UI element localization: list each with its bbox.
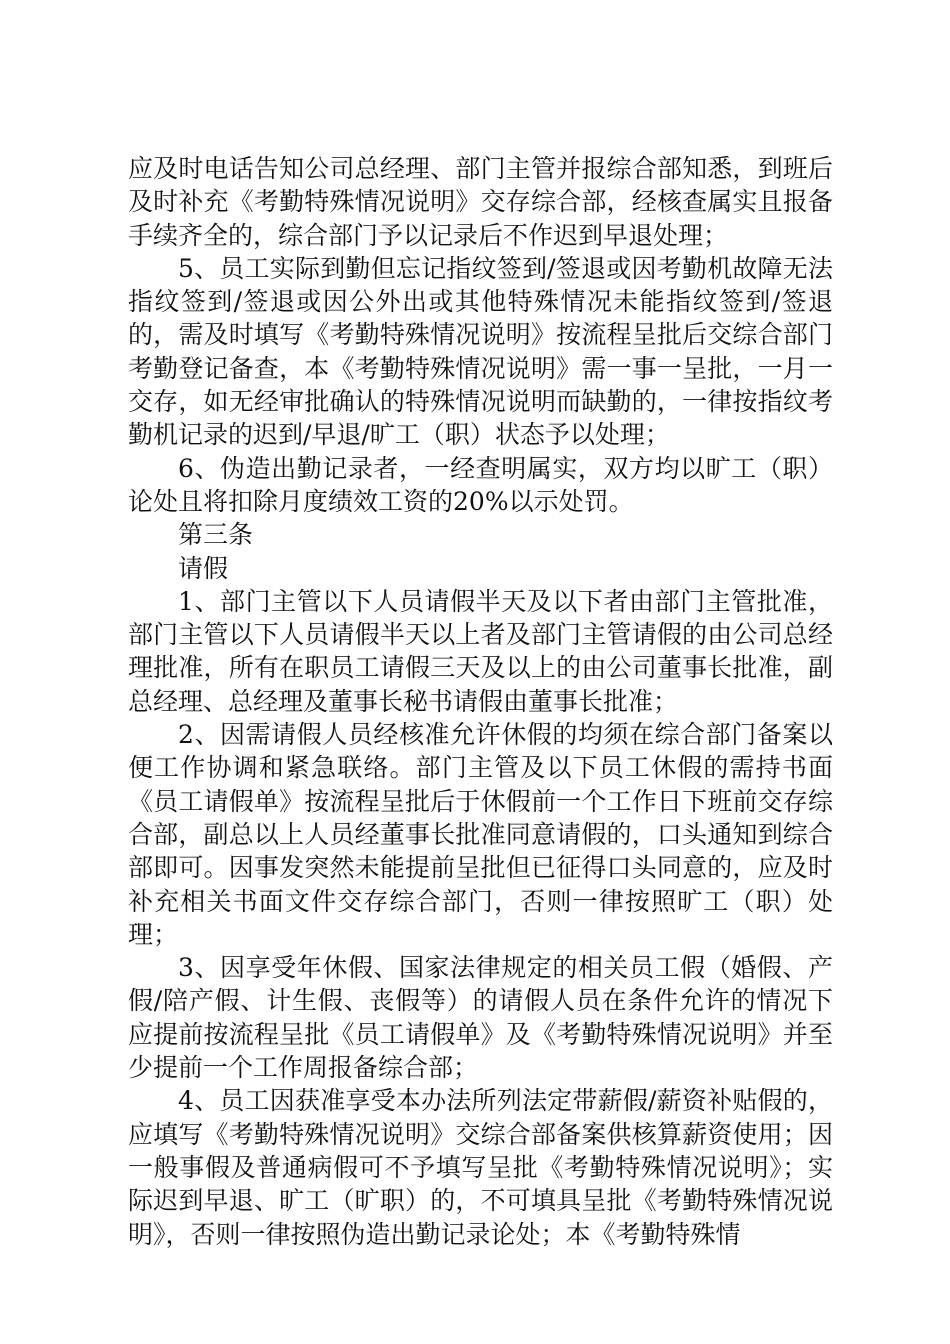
- paragraph-continuation: 应及时电话告知公司总经理、部门主管并报综合部知悉，到班后及时补充《考勤特殊情况说明》交存综合部，经核查属实且报备手续齐全的，综合部门予以记录后不作迟到早退处理；: [128, 154, 833, 250]
- section-title: 请假: [178, 553, 229, 583]
- leave-item-4: 4、员工因获准享受本办法所列法定带薪假/薪资补贴假的，应填写《考勤特殊情况说明》交综合部备案供核算薪资使用；因一般事假及普通病假可不予填写呈批《考勤特殊情况说明》；实际迟到早退、旷工（旷职）的，不可填具呈批《考勤特殊情况说明》，否则一律按照伪造出勤记录论处；本《考勤特殊情: [128, 1086, 833, 1249]
- paragraph-item-5: 5、员工实际到勤但忘记指纹签到/签退或因考勤机故障无法指纹签到/签退或因公外出或其他特殊情况未能指纹签到/签退的，需及时填写《考勤特殊情况说明》按流程呈批后交综合部门考勤登记备查，本《考勤特殊情况说明》需一事一呈批，一月一交存，如无经审批确认的特殊情况说明而缺勤的，一律按指纹考勤机记录的迟到/早退/旷工（职）状态予以处理；: [128, 253, 833, 450]
- article-title: 第三条: [178, 520, 254, 550]
- document-body: [128, 152, 833, 1251]
- leave-item-2: 2、因需请假人员经核准允许休假的均须在综合部门备案以便工作协调和紧急联络。部门主管及以下员工休假的需持书面《员工请假单》按流程呈批后于休假前一个工作日下班前交存综合部，副总以上人员经董事长批准同意请假的，口头通知到综合部即可。因事发突然未能提前呈批但已征得口头同意的，应及时补充相关书面文件交存综合部门，否则一律按照旷工（职）处理；: [128, 720, 833, 949]
- paragraph-item-6: 6、伪造出勤记录者，一经查明属实，双方均以旷工（职）论处且将扣除月度绩效工资的20%以示处罚。: [128, 453, 833, 516]
- leave-item-1: 1、部门主管以下人员请假半天及以下者由部门主管批准，部门主管以下人员请假半天以上者及部门主管请假的由公司总经理批准，所有在职员工请假三天及以上的由公司董事长批准，副总经理、总经理及董事长秘书请假由董事长批准；: [128, 586, 833, 716]
- leave-item-3: 3、因享受年休假、国家法律规定的相关员工假（婚假、产假/陪产假、计生假、丧假等）的请假人员在条件允许的情况下应提前按流程呈批《员工请假单》及《考勤特殊情况说明》并至少提前一个工作周报备综合部；: [128, 953, 833, 1083]
